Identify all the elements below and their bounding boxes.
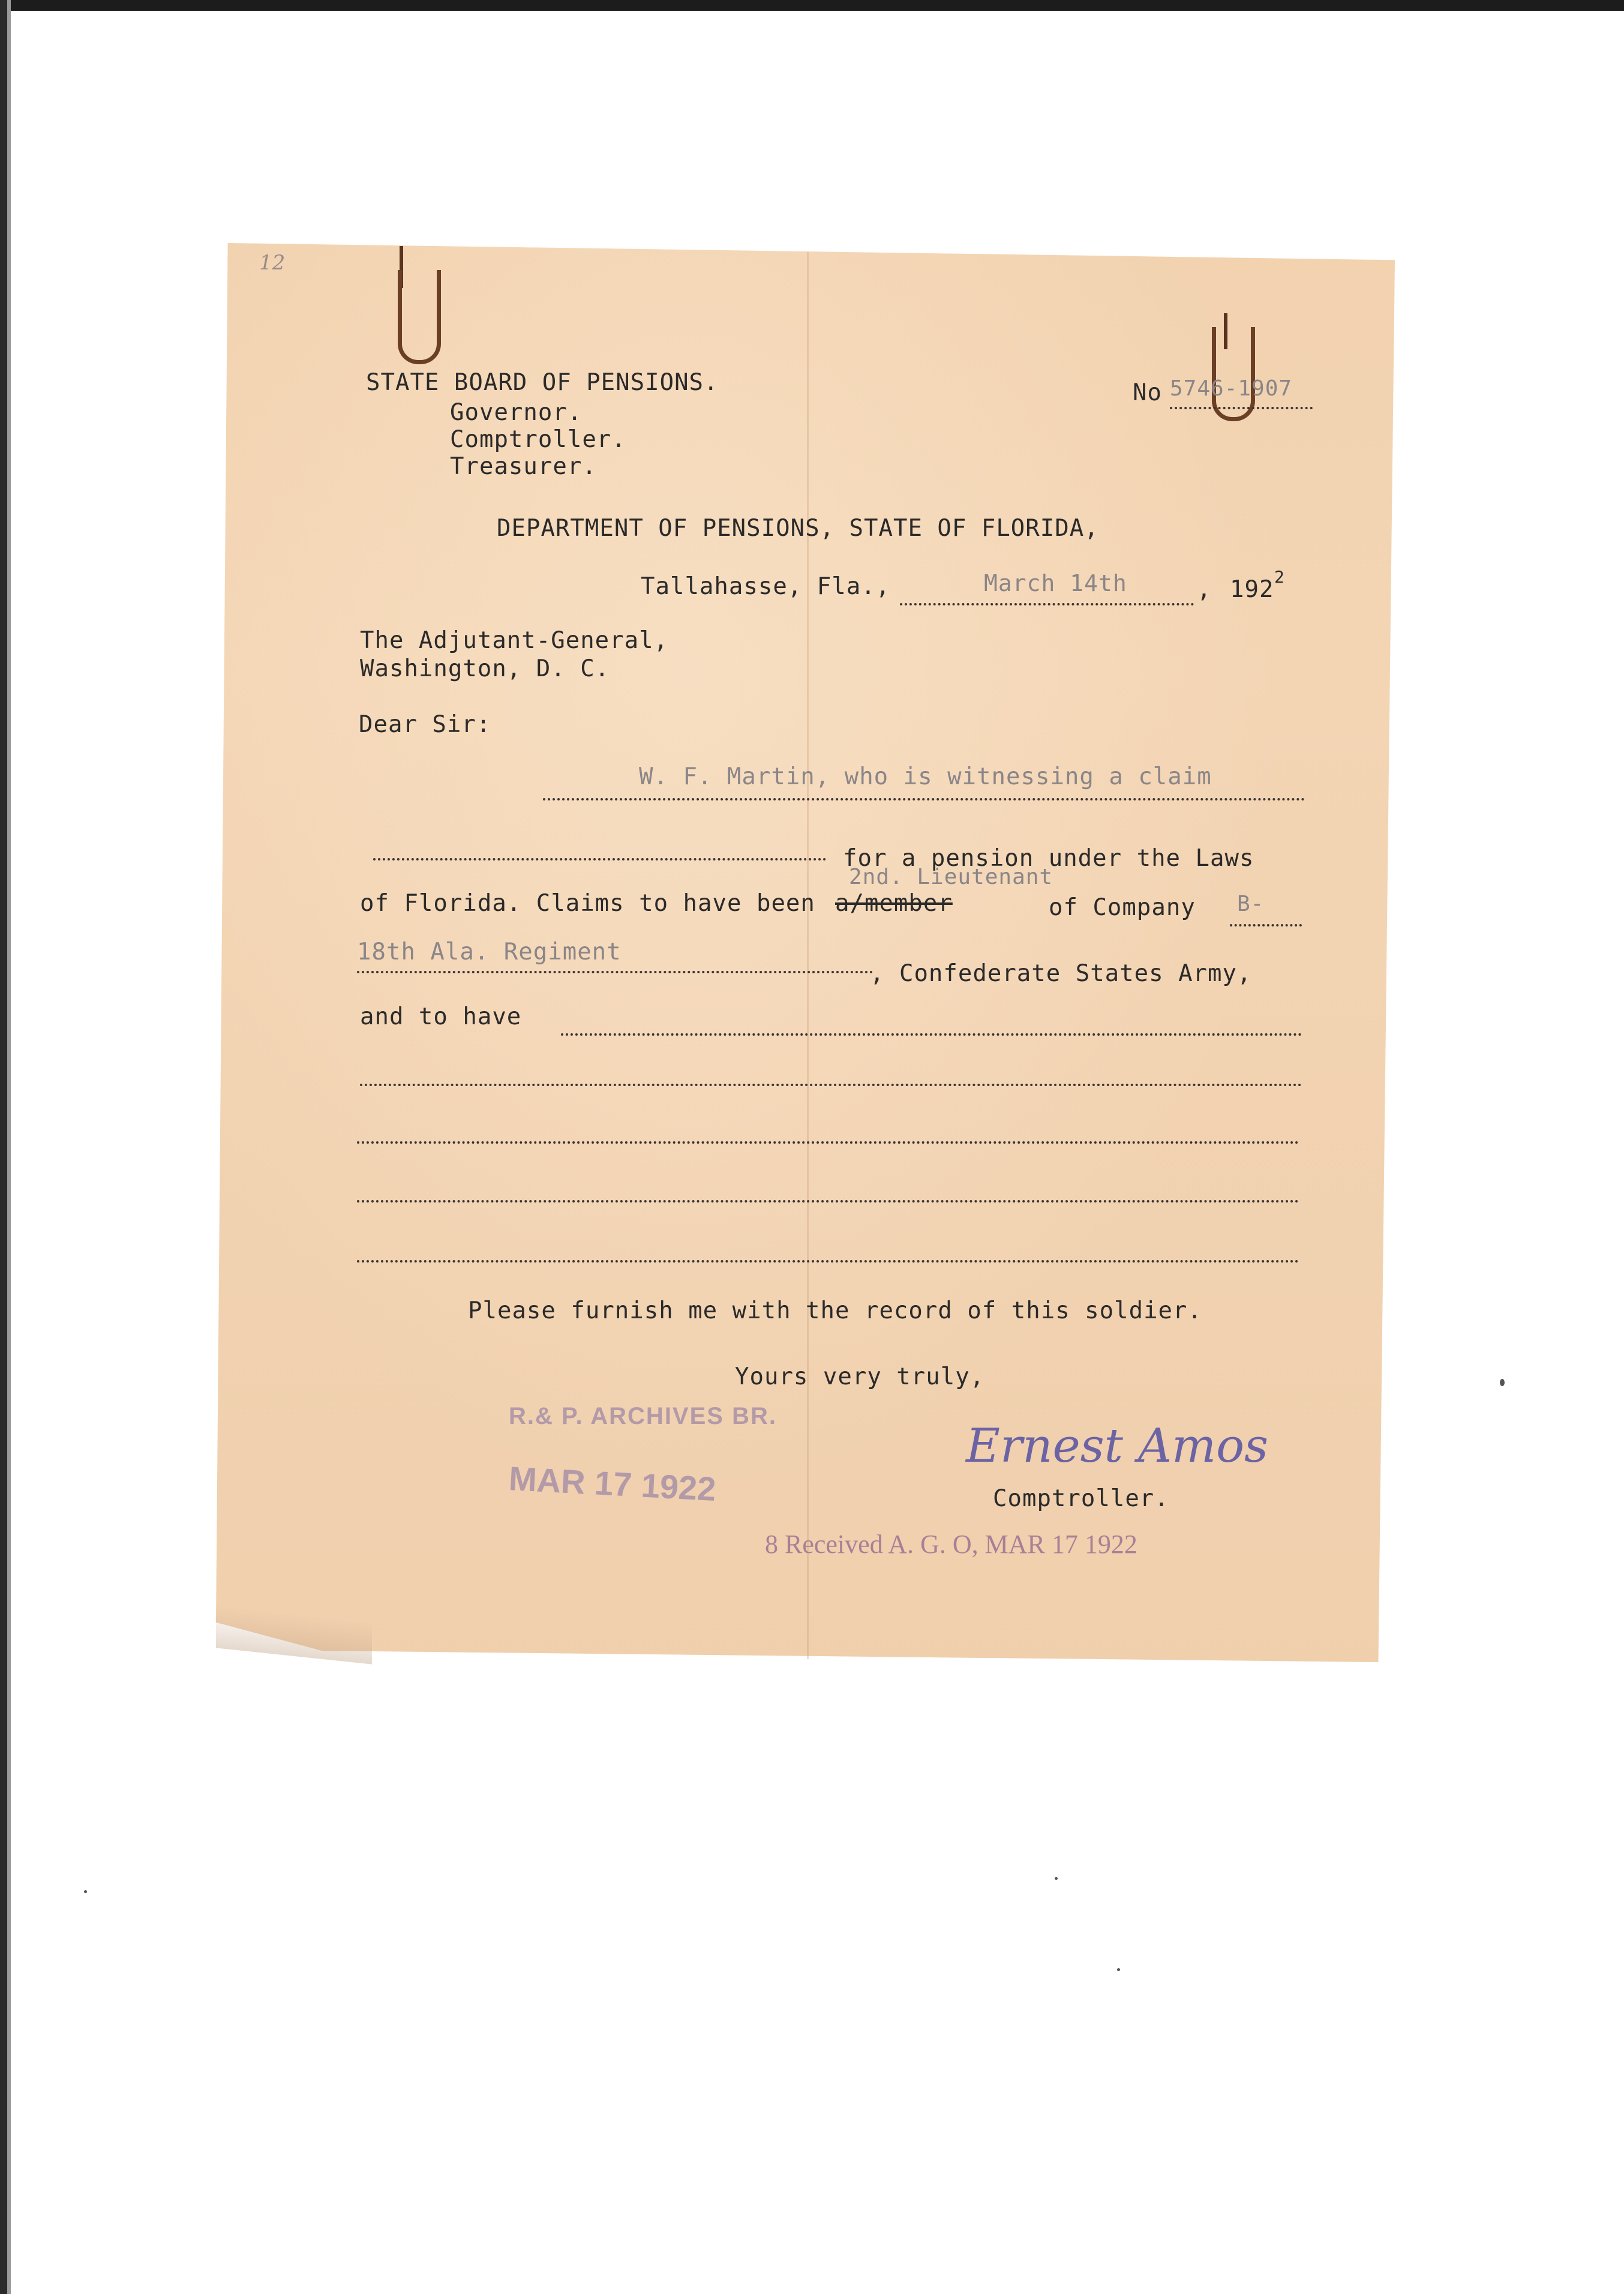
scan-speck xyxy=(1117,1968,1120,1971)
claimant-name: W. F. Martin, who is witnessing a claim xyxy=(639,763,1212,790)
regiment-value: 18th Ala. Regiment xyxy=(357,938,622,965)
member-comptroller: Comptroller. xyxy=(450,426,626,453)
number-value: 5746-1907 xyxy=(1170,376,1293,401)
and-to-have: and to have xyxy=(360,1003,522,1030)
received-stamp: 8 Received A. G. O, MAR 17 1922 xyxy=(765,1530,1137,1559)
pension-text: for a pension under the Laws xyxy=(843,845,1254,872)
date-value: March 14th xyxy=(984,570,1127,596)
record-line-5 xyxy=(357,1260,1299,1263)
date-underline xyxy=(900,603,1194,605)
claimant-underline xyxy=(543,798,1305,800)
florida-text: of Florida. Claims to have been xyxy=(360,890,815,917)
archives-date-stamp: MAR 17 1922 xyxy=(508,1459,717,1508)
closing-yours: Yours very truly, xyxy=(735,1363,985,1390)
scan-border-left xyxy=(0,0,7,2294)
claim-continuation-line xyxy=(373,858,826,860)
addressee-line2: Washington, D. C. xyxy=(360,655,610,682)
pencil-mark: 12 xyxy=(259,251,286,275)
member-treasurer: Treasurer. xyxy=(450,453,597,480)
company-underline xyxy=(1230,924,1302,926)
scan-border-left-inner xyxy=(7,0,11,2294)
record-line-4 xyxy=(357,1200,1299,1203)
rank-insert: 2nd. Lieutenant xyxy=(849,865,1053,889)
year-prefix: 192 xyxy=(1230,576,1274,603)
struck-member: a/member xyxy=(835,890,953,917)
archives-stamp: R.& P. ARCHIVES BR. xyxy=(509,1403,777,1429)
company-value: B- xyxy=(1237,892,1265,916)
number-label: No xyxy=(1133,379,1162,406)
date-comma: , xyxy=(1197,576,1212,603)
member-governor: Governor. xyxy=(450,399,583,426)
addressee-line1: The Adjutant-General, xyxy=(360,627,669,654)
number-underline xyxy=(1170,407,1313,409)
paper-fold xyxy=(807,252,809,1659)
department-title: DEPARTMENT OF PENSIONS, STATE OF FLORIDA, xyxy=(497,515,1099,542)
record-line-3 xyxy=(357,1141,1299,1144)
place: Tallahasse, Fla., xyxy=(641,573,891,600)
regiment-underline xyxy=(357,971,873,973)
company-label: of Company xyxy=(1049,894,1196,921)
scan-speck xyxy=(1055,1877,1058,1880)
closing-title: Comptroller. xyxy=(993,1485,1169,1512)
salutation: Dear Sir: xyxy=(359,711,491,738)
paper-clip-left xyxy=(398,270,441,364)
scan-speck xyxy=(1500,1379,1505,1386)
request-text: Please furnish me with the record of this soldier. xyxy=(468,1297,1202,1324)
signature: Ernest Amos xyxy=(966,1419,1269,1473)
record-line-1 xyxy=(561,1033,1302,1036)
record-line-2 xyxy=(360,1084,1302,1086)
scan-border-top xyxy=(0,0,1624,11)
year-suffix: 2 xyxy=(1274,567,1285,587)
board-title: STATE BOARD OF PENSIONS. xyxy=(366,369,719,396)
army-text: , Confederate States Army, xyxy=(870,960,1252,987)
scan-speck xyxy=(84,1890,87,1893)
